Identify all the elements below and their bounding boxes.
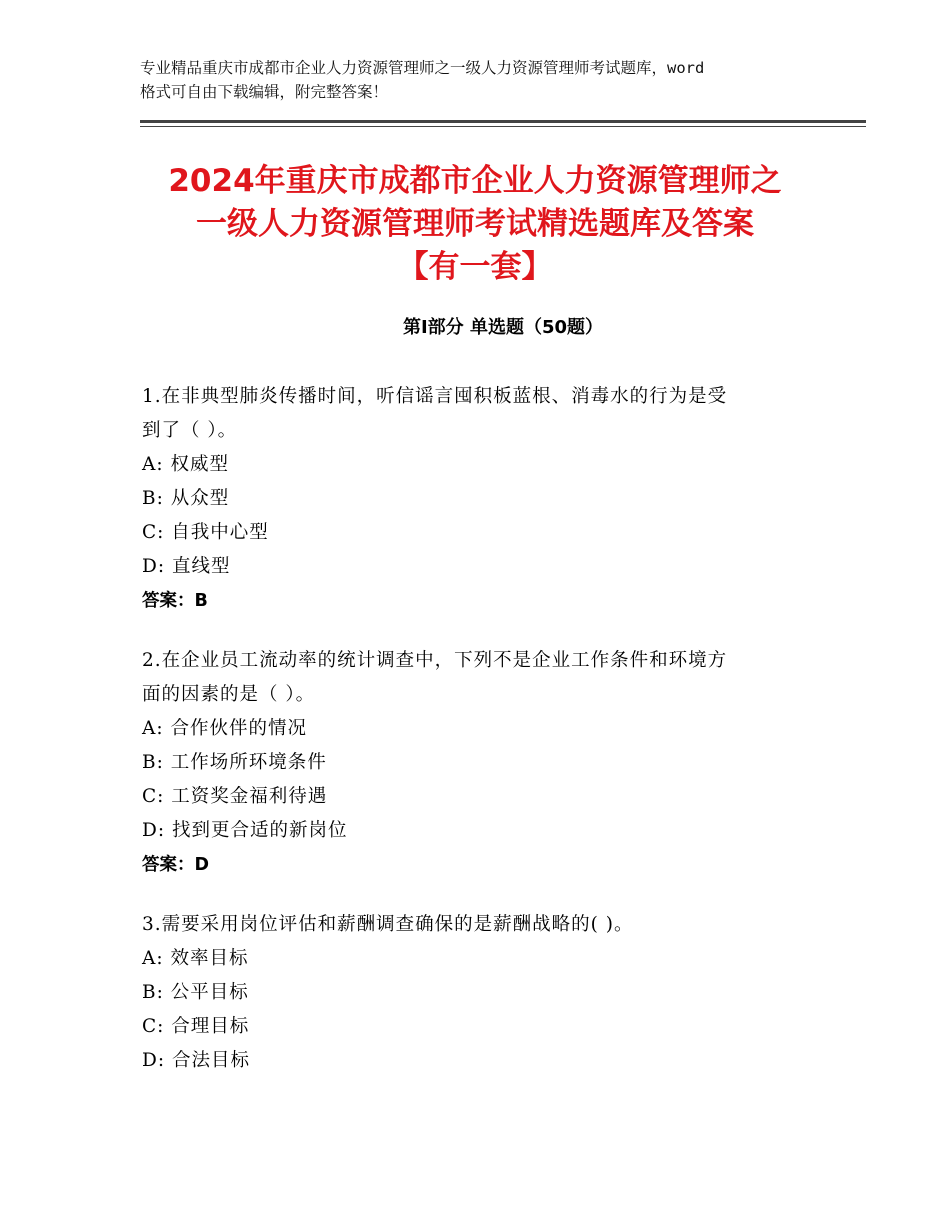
option-c: C: 自我中心型 xyxy=(142,522,269,543)
option-b: B: 公平目标 xyxy=(142,982,249,1003)
question-item xyxy=(142,908,822,1078)
answer-label: 答案：B xyxy=(142,591,208,611)
header-note-line2: 格式可自由下载编辑，附完整答案！ xyxy=(140,83,389,101)
title-line2: 一级人力资源管理师考试精选题库及答案 xyxy=(196,206,754,242)
option-d: D: 合法目标 xyxy=(142,1050,250,1071)
option-c: C: 工资奖金福利待遇 xyxy=(142,786,328,807)
option-c: C: 合理目标 xyxy=(142,1016,250,1037)
title-line1: 2024年重庆市成都市企业人力资源管理师之 xyxy=(168,163,782,199)
question-stem: 面的因素的是（ ）。 xyxy=(142,684,316,705)
option-a: A: 合作伙伴的情况 xyxy=(142,718,307,739)
title-line3: 【有一套】 xyxy=(397,249,553,285)
question-stem: 2.在企业员工流动率的统计调查中，下列不是企业工作条件和环境方 xyxy=(142,650,728,671)
section-heading: 第Ⅰ部分 单选题（50题） xyxy=(402,317,603,338)
question-stem: 到了（ ）。 xyxy=(142,420,238,441)
question-item xyxy=(142,380,822,618)
answer-label: 答案：D xyxy=(142,855,210,875)
header-rule-thick xyxy=(140,120,866,123)
question-item xyxy=(142,644,822,882)
header-note-line1: 专业精品重庆市成都市企业人力资源管理师之一级人力资源管理师考试题库，word xyxy=(140,59,705,77)
question-list xyxy=(142,380,822,1104)
header-note xyxy=(140,56,830,104)
header-rule-thin xyxy=(140,126,866,127)
option-d: D: 找到更合适的新岗位 xyxy=(142,820,348,841)
document-title xyxy=(110,160,840,289)
question-stem: 3.需要采用岗位评估和薪酬调查确保的是薪酬战略的( )。 xyxy=(142,914,634,935)
option-d: D: 直线型 xyxy=(142,556,231,577)
option-b: B: 工作场所环境条件 xyxy=(142,752,327,773)
option-a: A: 权威型 xyxy=(142,454,229,475)
option-a: A: 效率目标 xyxy=(142,948,249,969)
question-stem: 1.在非典型肺炎传播时间，听信谣言囤积板蓝根、消毒水的行为是受 xyxy=(142,386,728,407)
option-b: B: 从众型 xyxy=(142,488,230,509)
